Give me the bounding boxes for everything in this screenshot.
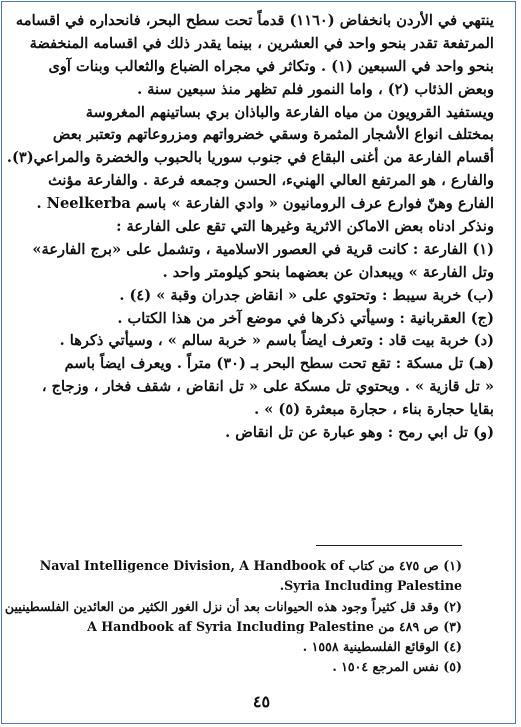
- text-line: وبعض الذئاب (٢) ، واما النمور فلم تظهر منذ سبعين سنة .: [137, 80, 494, 98]
- footnote-line: (٤) الوقائع الفلسطينية ١٥٥٨ .: [302, 639, 462, 655]
- text-line: (هـ) تل مسكة : تقع تحت سطح البحر بـ (٣٠) متراً . ويعرف ايضاً باسم: [64, 355, 494, 373]
- text-line: (د) خربة بيت قاد : وتعرف ايضاً باسم « خربة سالم » ، وسيأتي ذكرها .: [59, 332, 494, 350]
- text-line: (ب) خربة سيبط : وتحتوي على « انقاض جدران وقبة » (٤) .: [119, 286, 494, 304]
- footnote-line: Syria Including Palestine.: [279, 578, 462, 594]
- text-line: المرتفعة تقدر بنحو واحد في العشرين ، بينما يقدر ذلك في اقسامه المنخفضة: [29, 34, 494, 52]
- text-line: بقايا حجارة بناء ، حجارة مبعثرة (٥) » .: [254, 401, 494, 419]
- footnote-line: (٣) ص ٤٨٩ من A Handbook af Syria Including Palestine: [87, 618, 462, 634]
- text-line: الفارع وهنّ فوارع عرف الرومانيون « وادي الفارعة » باسم Neelkerba .: [36, 195, 494, 213]
- text-line: بنحو واحد في السبعين (١) . وتكاثر في مجراه الضباع والثعالب وبنات آوى: [48, 57, 494, 75]
- footnote-line: (٥) نفس المرجع ١٥٠٤ .: [332, 659, 462, 675]
- footnotes: [4, 556, 462, 678]
- text-line: بمختلف انواع الأشجار المثمرة وسقي خضرواتهم ومزروعاتهم وتعتبر بعض: [52, 126, 494, 144]
- text-line: ونذكر ادناه بعض الاماكن الاثرية وغيرها التي تقع على الفارعة :: [116, 218, 494, 236]
- text-line: ينتهي في الأردن بانخفاض (١١٦٠) قدماً تحت سطح البحر، فانحداره في اقسامه: [15, 12, 494, 29]
- page-number: ٤٥: [252, 692, 271, 711]
- text-line: والفارع ، هو المرتفع العالي الهنيء، الحسن وجمعه فرعة . والفارعة مؤنث: [48, 172, 494, 190]
- text-line: (١) الفارعة : كانت قرية في العصور الاسلامية ، وتشمل على «برج الفارعة»: [32, 240, 494, 258]
- page-frame: [1, 1, 516, 724]
- text-line: « تل قازية » . ويحتوي تل مسكة على « تل انقاض ، شقف فخار ، وزجاج ،: [41, 378, 494, 396]
- text-line: ويستفيد القرويون من مياه الفارعة والباذان بري بساتينهم المغروسة: [85, 103, 494, 121]
- text-line: وتل الفارعة » ويبعدان عن بعضهما بنحو كيلومتر واحد .: [162, 263, 494, 281]
- footnote-separator: [316, 545, 462, 546]
- footnote-line: (١) ص ٤٧٥ من كتاب Naval Intelligence Division, A Handbook of: [39, 558, 462, 573]
- text-line: أقسام الفارعة من أغنى البقاع في جنوب سوريا بالحبوب والخضرة والمراعي(٣).: [6, 149, 494, 167]
- text-line: (ج) العقربانية : وسيأتي ذكرها في موضع آخر من هذا الكتاب .: [117, 309, 494, 327]
- footnote-line: (٢) وقد قل كثيراً وجود هذه الحيوانات بعد أن نزل الغور الكثير من العائدين الفلسطينيين: [4, 598, 462, 614]
- body-text: [6, 10, 494, 445]
- text-line: (و) تل ابي رمح : وهو عبارة عن تل انقاض .: [225, 424, 494, 442]
